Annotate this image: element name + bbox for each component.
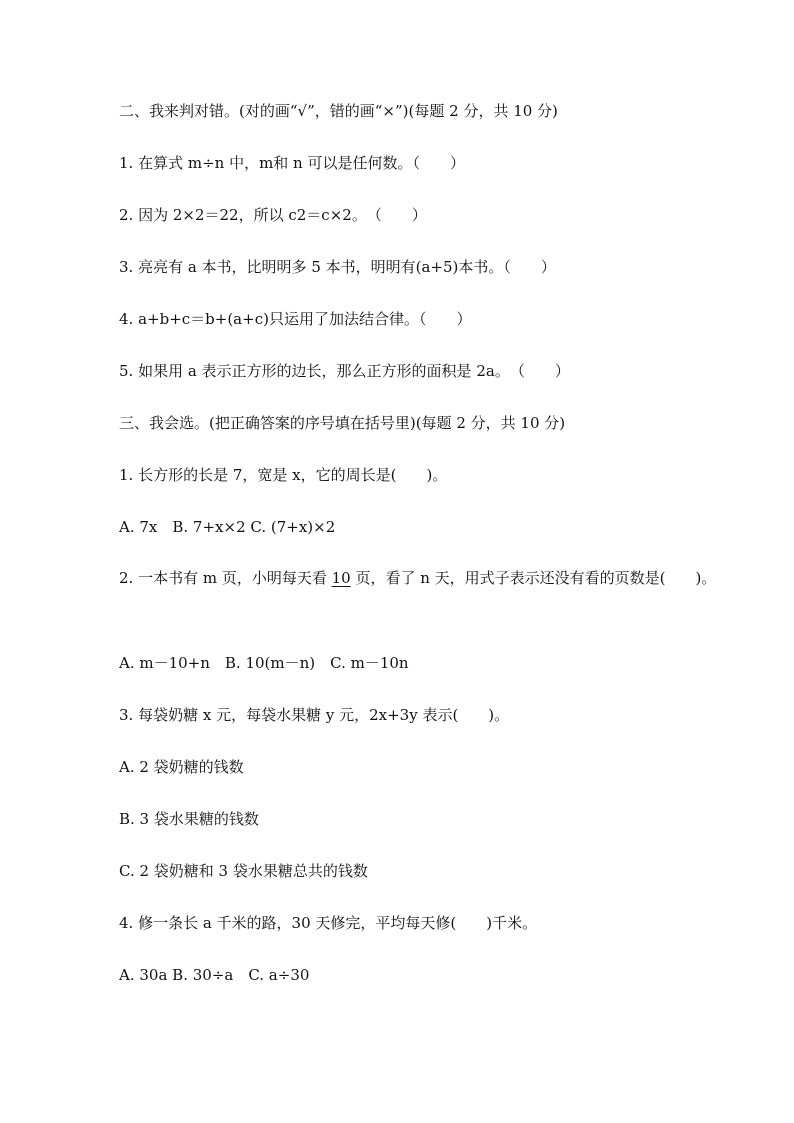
section3-q2-question [119, 563, 724, 594]
section3-q3-option-c: C. 2 袋奶糖和 3 袋水果糖总共的钱数 [119, 862, 368, 880]
q2-text-part2: 页，看了 n 天，用式子表示还没有看的页数是( )。 [350, 569, 717, 587]
section2-heading: 二、我来判对错。(对的画“√”，错的画“×”)(每题 2 分，共 10 分) [119, 102, 558, 120]
section3-q1-options: A. 7x B. 7+x×2 C. (7+x)×2 [119, 518, 336, 536]
section3-q3-option-b: B. 3 袋水果糖的钱数 [119, 810, 259, 828]
section3-q2-options: A. m－10+n B. 10(m－n) C. m－10n [119, 654, 409, 672]
section3-q3-question: 3. 每袋奶糖 x 元，每袋水果糖 y 元，2x+3y 表示( )。 [119, 706, 510, 724]
section2-item-5: 5. 如果用 a 表示正方形的边长，那么正方形的面积是 2a。 （ ） [119, 362, 570, 380]
section2-item-1: 1. 在算式 m÷n 中，m和 n 可以是任何数。（ ） [119, 154, 465, 172]
section2-item-3: 3. 亮亮有 a 本书，比明明多 5 本书，明明有(a+5)本书。（ ） [119, 258, 556, 276]
section3-heading: 三、我会选。(把正确答案的序号填在括号里)(每题 2 分，共 10 分) [119, 414, 566, 432]
q2-text-part1: 2. 一本书有 m 页，小明每天看 [119, 569, 332, 587]
section3-q4-question: 4. 修一条长 a 千米的路，30 天修完，平均每天修( )千米。 [119, 914, 538, 932]
q2-underlined-number: 10 [331, 569, 351, 587]
section3-q4-options: A. 30a B. 30÷a C. a÷30 [119, 966, 310, 984]
section2-item-4: 4. a+b+c＝b+(a+c)只运用了加法结合律。（ ） [119, 310, 472, 328]
section2-item-2: 2. 因为 2×2＝22，所以 c2＝c×2。 （ ） [119, 206, 427, 224]
section3-q1-question: 1. 长方形的长是 7，宽是 x，它的周长是( )。 [119, 466, 448, 484]
section3-q3-option-a: A. 2 袋奶糖的钱数 [119, 758, 244, 776]
